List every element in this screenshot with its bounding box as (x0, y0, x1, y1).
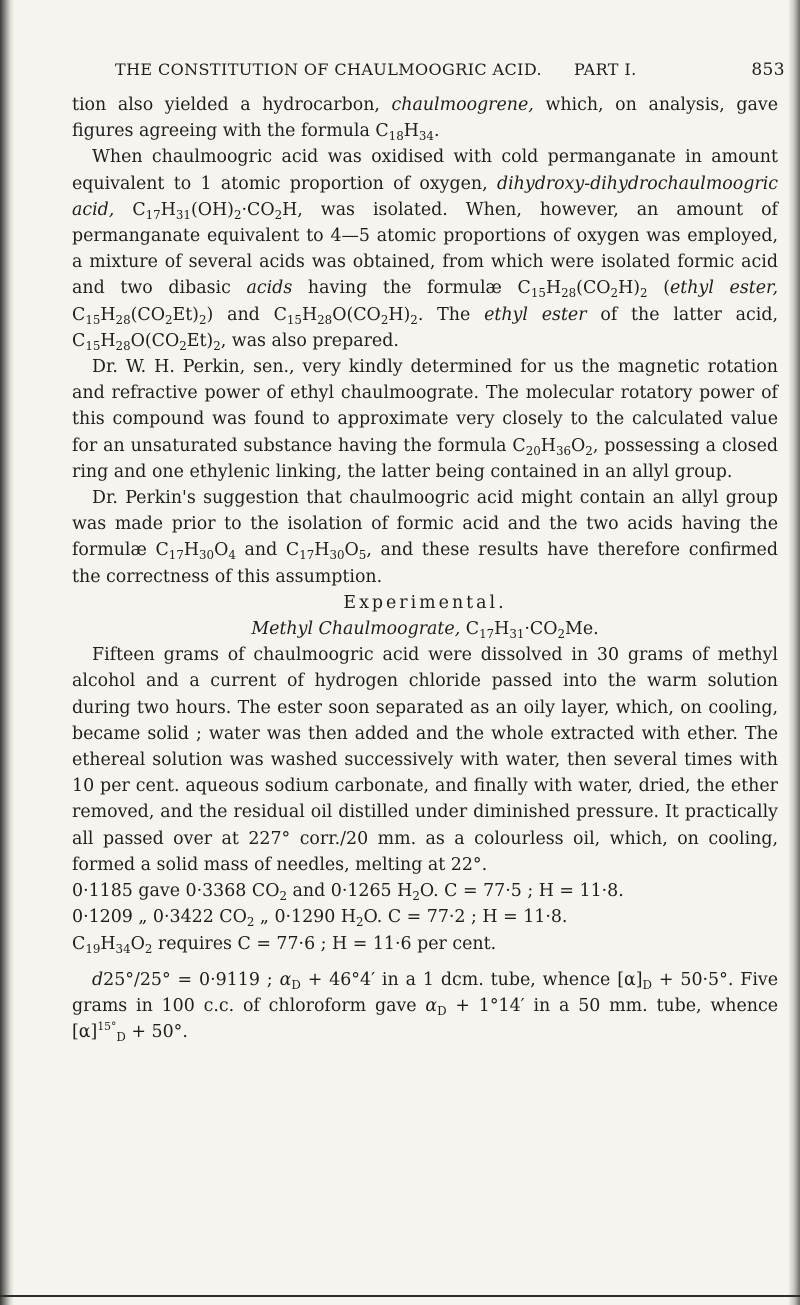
running-head-title: THE CONSTITUTION OF CHAULMOOGRIC ACID. (115, 60, 542, 79)
page-number: 853 (751, 60, 785, 80)
article-body (72, 92, 778, 1045)
section-heading-experimental: Experimental. (343, 592, 507, 613)
running-head-part: PART I. (573, 60, 637, 79)
analysis-line-1: 0·1185 gave 0·3368 $CO_2$ and 0·1265 $H_2O$. C = 77·5 ; H = 11·8. (72, 881, 624, 904)
analysis-line-2: 0·1209 „ 0·3422 $CO_2$ „ 0·1290 $H_2O$. C = 77·2 ; H = 11·8. (72, 907, 568, 930)
subheading-methyl-chaulmoograte: Methyl Chaulmoograte, $C_{17}H_{31}\cdot CO_2Me$. (251, 619, 599, 642)
page-binding-shadow (0, 0, 14, 1305)
paragraph-allyl-suggestion: Dr. Perkin's suggestion that chaulmoogric acid might contain an allyl group was made prior to the isolation of formic acid and the two acids having the formulæ $C_{17}H_{30}O_4$ and $C_{17}H_{30}O_5$, and these results have therefore confirmed the correctness of this assumption. (72, 488, 778, 587)
paragraph-density-rotation: d25°/25° = 0·9119 ; $\alpha_D + 46^\circ 4'$ in a 1 dcm. tube, whence $[\alpha]_D + 50\cdot 5^\circ$. Five grams in 100 c.c. of chloroform gave $\alpha_D + 1^\circ 14'$ in a 50 mm. tube, whence $[\alpha]^{15^\circ}_D + 50^\circ$. (72, 969, 779, 1045)
page-edge-shadow (788, 0, 800, 1305)
paragraph-preparation: Fifteen grams of chaulmoogric acid were dissolved in 30 grams of methyl alcohol and a current of hydrogen chloride passed into the warm solution during two hours. The ester soon separated as an oily layer, which, on cooling, became solid ; water was then added and the whole extracted with ether. The ethereal solution was washed successively with water, then several times with 10 per cent. aqueous sodium carbonate, and finally with water, dried, the ether removed, and the residual oil distilled under diminished pressure. It practically all passed over at 227° corr./20 mm. as a colourless oil, which, on cooling, formed a solid mass of needles, melting at 22°. (72, 645, 778, 875)
paragraph-oxidation: When chaulmoogric acid was oxidised with cold permanganate in amount equivalent to 1 atomic proportion of oxygen, dihydroxy-dihydrochaulmoogric acid, $C_{17}H_{31}(OH)_2\cdot CO_2H$, was isolated. When, however, an amount of permanganate equivalent to 4—5 atomic proportions of oxygen was employed, a mixture of several acids was obtained, from which were isolated formic acid and two dibasic acids having the formulæ $C_{15}H_{28}(CO_2H)_2$ (ethyl ester, $C_{15}H_{28}(CO_2Et)_2$) and $C_{15}H_{28}O(CO_2H)_2$. The ethyl ester of the latter acid, $C_{15}H_{28}O(CO_2Et)_2$, was also prepared. (72, 147, 778, 353)
analysis-requirement: $C_{19}H_{34}O_2$ requires C = 77·6 ; H = 11·6 per cent. (72, 933, 497, 956)
spacer (72, 957, 778, 967)
paragraph-hydrocarbon: tion also yielded a hydrocarbon, chaulmoogrene, which, on analysis, gave figures agreeing with the formula $C_{18}H_{34}$. (72, 95, 778, 144)
running-head (115, 60, 795, 80)
paragraph-magnetic-rotation: Dr. W. H. Perkin, sen., very kindly determined for us the magnetic rotation and refractive power of ethyl chaulmoograte. The molecular rotatory power of this compound was found to approximate very closely to the calculated value for an unsaturated substance having the formula $C_{20}H_{36}O_2$, possessing a closed ring and one ethylenic linking, the latter being contained in an allyl group. (72, 357, 778, 482)
page-bottom-edge (0, 1295, 800, 1297)
